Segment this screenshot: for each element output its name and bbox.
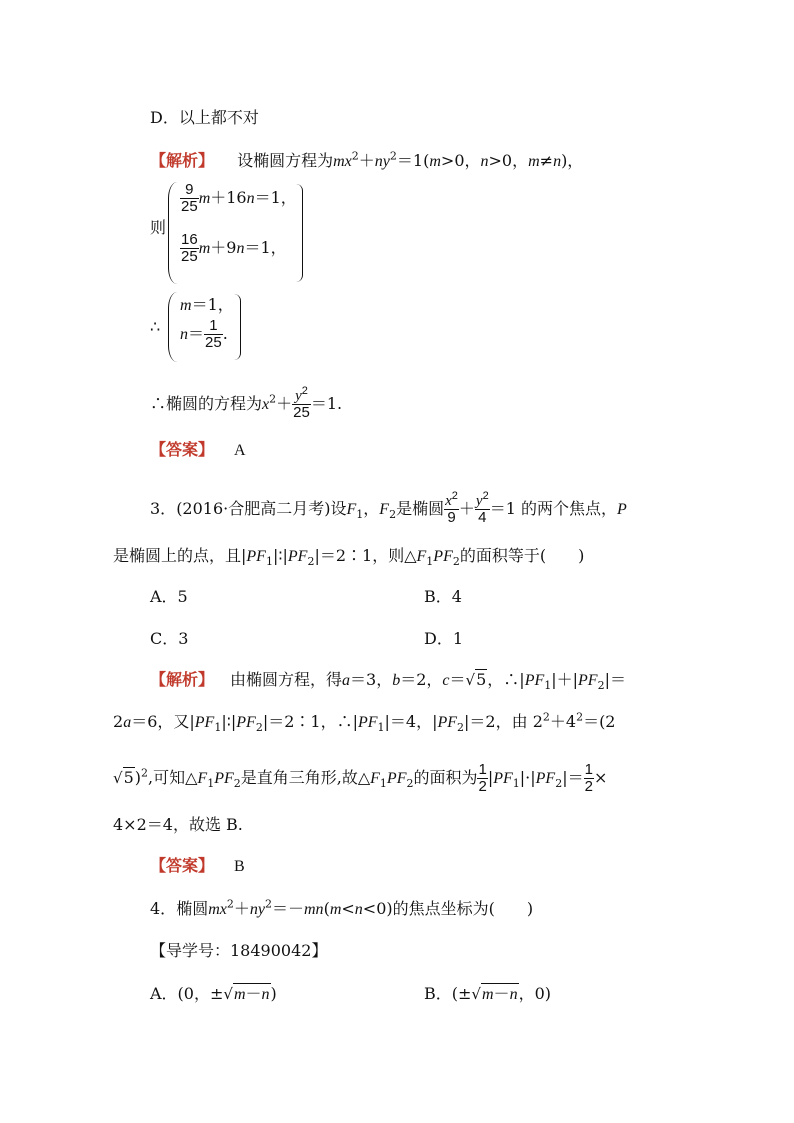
system-row-2: $\frac{16}{25}$ m＋9n＝1， <box>181 231 287 265</box>
answer-tag: 【答案】 <box>150 440 215 459</box>
answer-line <box>150 856 245 877</box>
therefore-symbol: ∴ <box>150 317 161 336</box>
system-row-4: n＝ $\frac{1}{25}$ . <box>180 317 228 351</box>
answer-tag: 【答案】 <box>150 856 215 875</box>
option-b: B．(±√m－n，0) <box>424 984 551 1003</box>
equation-system-2 <box>168 292 248 362</box>
analysis-tag: 【解析】 <box>150 151 215 170</box>
system-row-3: m＝1， <box>180 295 234 314</box>
analysis-tag: 【解析】 <box>150 670 215 689</box>
solution-line: 【解析】 设椭圆方程为$mx^2+ny^2=1(m>0$，n>0，m≠n)， <box>150 149 584 170</box>
question-3-stem-line2: 是椭圆上的点，且$|PF_1|∶|PF_2|=2∶1$，则$\triangle F_1PF_2$的面积等于( ) <box>113 546 585 569</box>
option-d: D．1 <box>424 629 464 648</box>
solution-3-line2: 2a＝6，又$|PF_1|∶|PF_2|=2∶1$，$\therefore|PF_1|=4$，$|PF_2|=2$，由 $2^2+4^2=(2$ <box>113 710 616 735</box>
ellipse-conclusion: ∴椭圆的方程为$x^2+$ $\frac{y^2}{25}$ ＝1. <box>150 385 343 421</box>
option-d: D．以上都不对 <box>150 108 259 127</box>
then-label: 则 <box>150 218 167 237</box>
system-row-1: $\frac{9}{25}$ m＋16n＝1， <box>181 181 297 215</box>
guide-number: 【导学号：18490042】 <box>150 941 328 960</box>
question-3-stem: 3．(2016·合肥高二月考)设$F_1$，$F_2$是椭圆 $\frac{x^2}{9}$ ＋ $\frac{y^2}{4}$ ＝1 的两个焦点，P <box>150 490 627 526</box>
question-4-stem: 4．椭圆$mx^2+ny^2=-mn(m<n<0)$的焦点坐标为( ) <box>150 897 534 918</box>
option-b: B．4 <box>424 587 462 606</box>
answer-value: A <box>234 442 246 459</box>
solution-3-line3: √5)$^2$,可知$\triangle F_1PF_2$是直角三角形,故$\triangle F_1PF_2$的面积为 $\frac{1}{2}$ $|PF_1|\cdot|PF_2|=$ $\frac{1}{2}$ × <box>113 761 608 795</box>
equation-system-1 <box>168 182 308 284</box>
solution-3-line1: 【解析】 由椭圆方程，得a＝3，b＝2，c＝√5，$\therefore|PF_1|+|PF_2|=$ <box>150 670 626 693</box>
solution-3-line4: 4×2＝4，故选 B. <box>113 815 243 834</box>
option-a: A．(0，±√m－n) <box>150 984 277 1003</box>
option-c: C．3 <box>150 629 189 648</box>
answer-line <box>150 440 246 461</box>
answer-value: B <box>234 858 245 875</box>
option-a: A．5 <box>150 587 188 606</box>
